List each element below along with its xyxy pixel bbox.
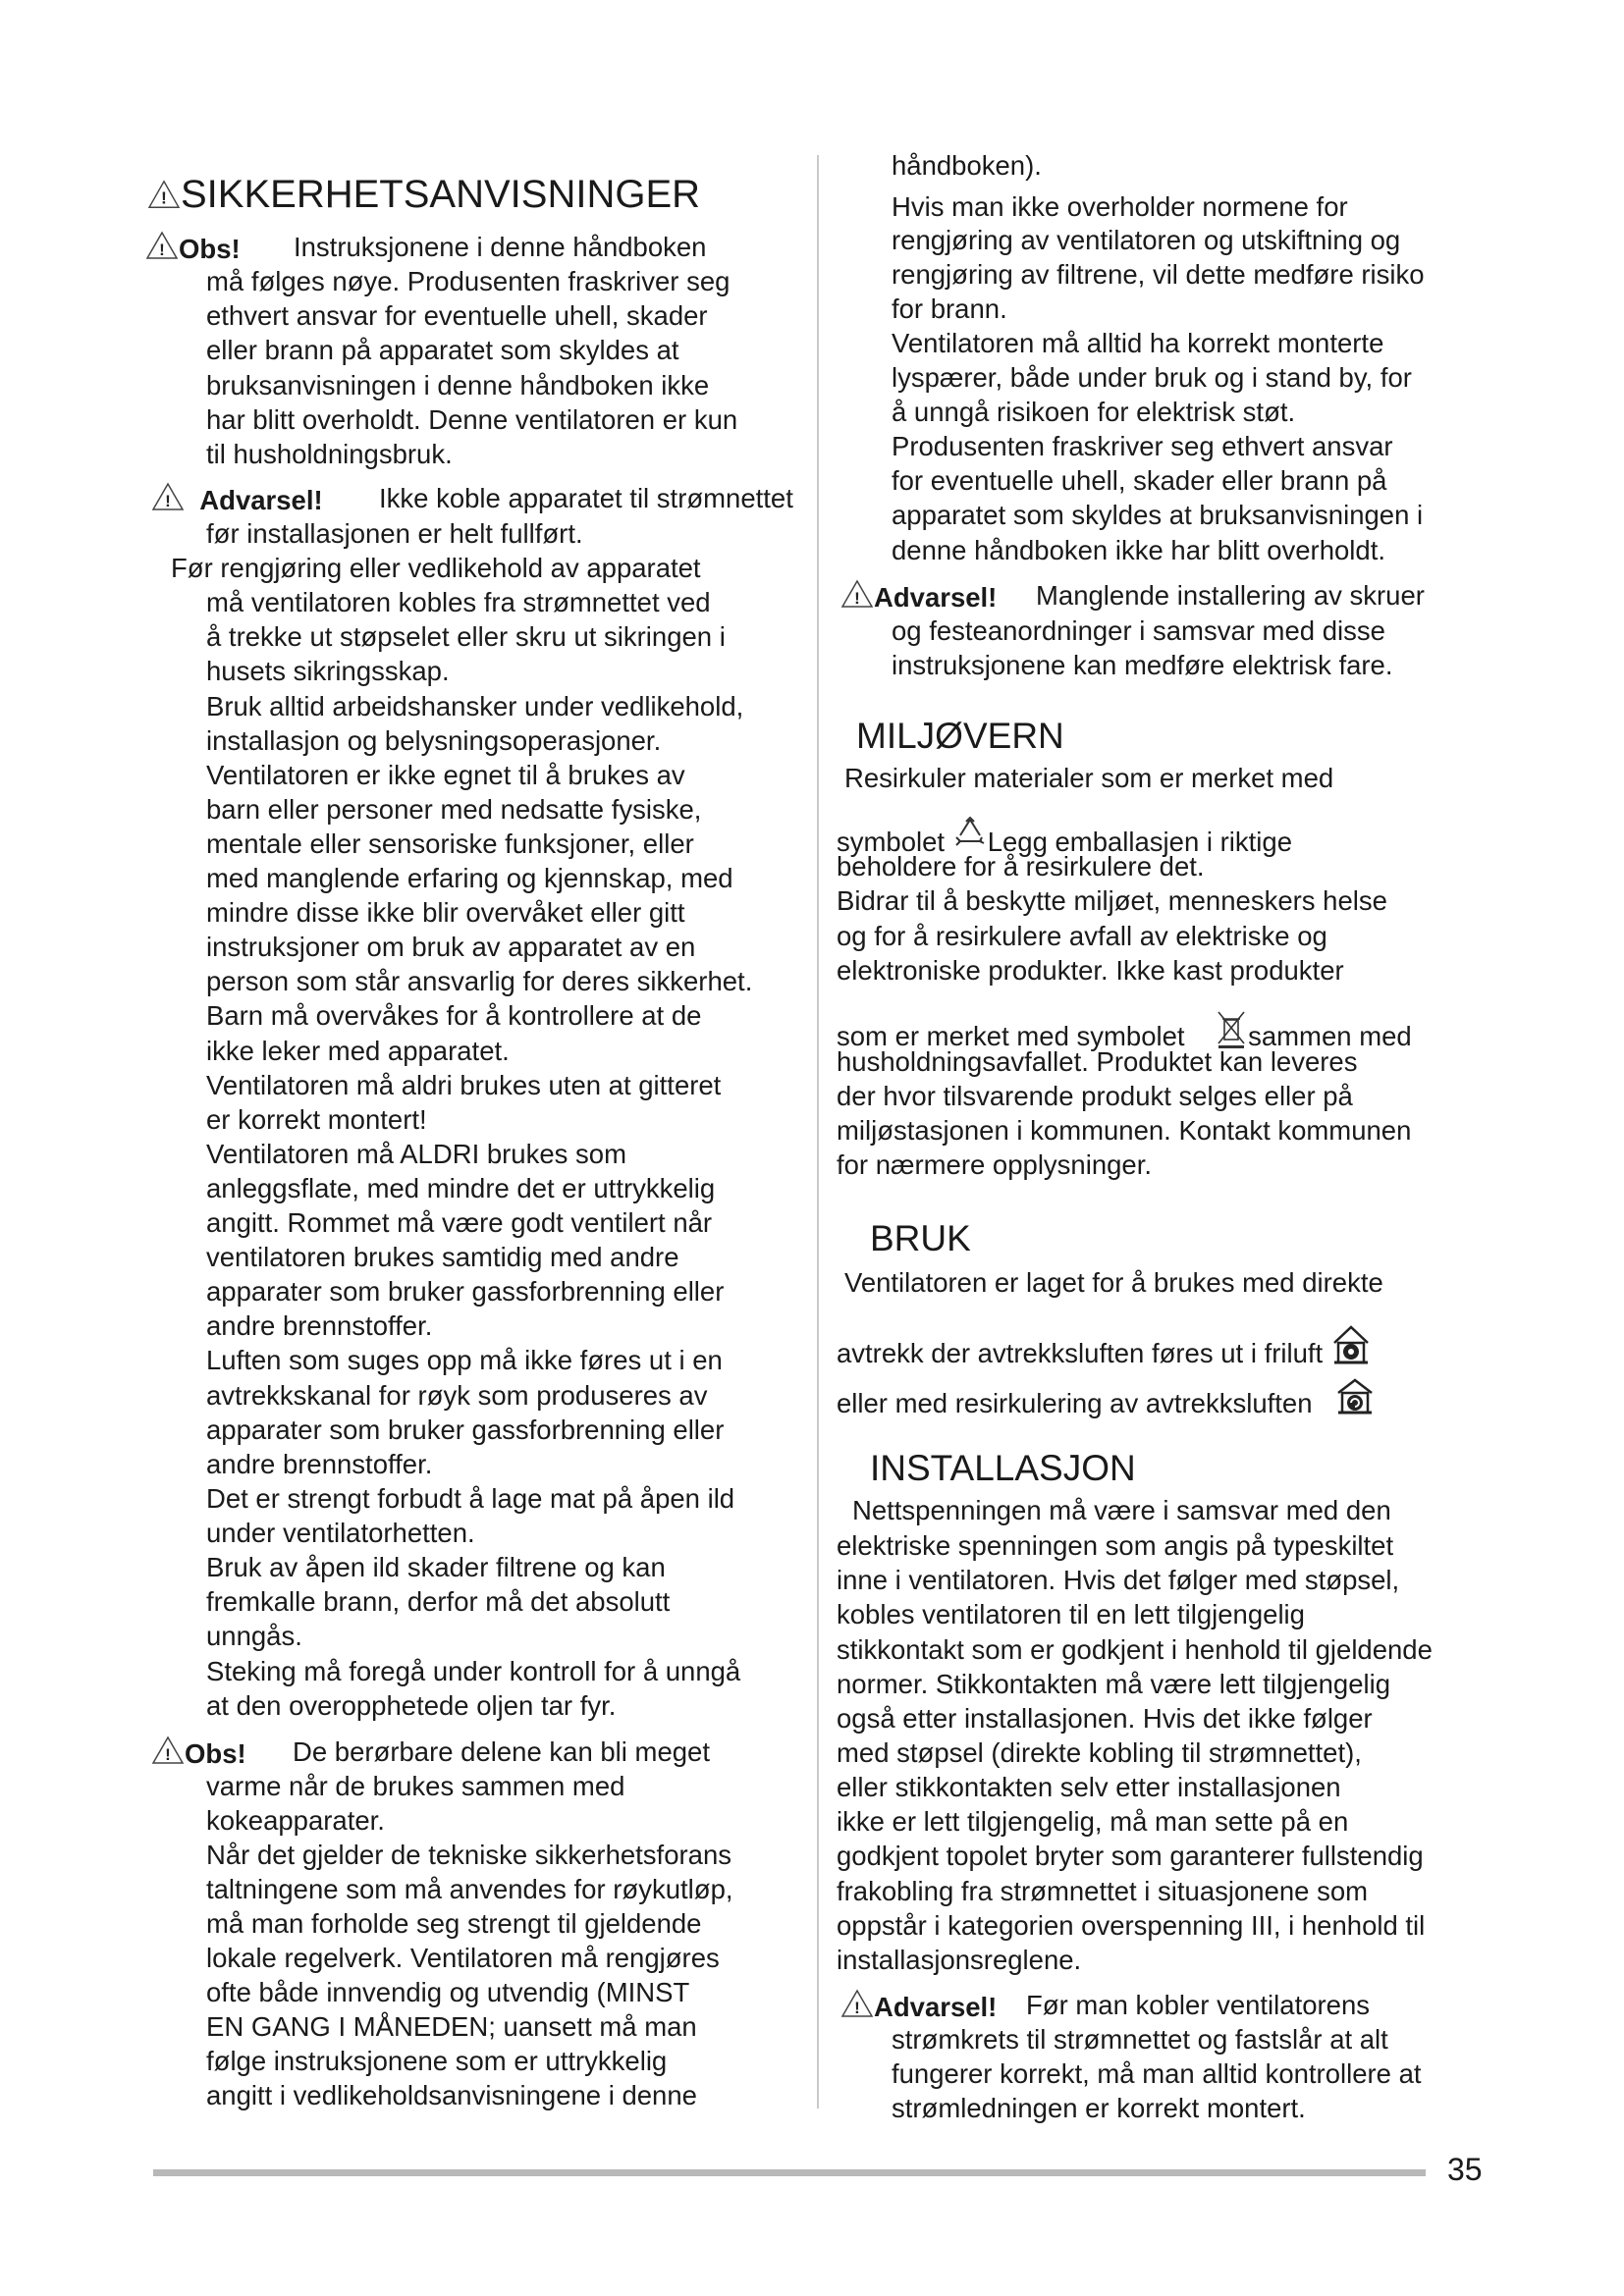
obs2-line-7: ofte både innvendig og utvendig (MINST — [206, 1977, 690, 2007]
warning-triangle-icon — [840, 579, 874, 609]
inst-line-4: stikkontakt som er godkjent i henhold til gjeldende — [837, 1634, 1433, 1665]
body-line-33: at den overopphetede oljen tar fyr. — [206, 1690, 617, 1721]
miljo-title: MILJØVERN — [856, 716, 1064, 756]
cont-line-3: rengjøring av filtrene, vil dette medføre risiko — [892, 259, 1425, 290]
advarsel1-label: Advarsel! — [199, 485, 323, 515]
obs1-heading — [145, 231, 241, 266]
crossed-bin-icon — [1215, 1008, 1248, 1049]
cont-line-11: denne håndboken ikke har blitt overholdt. — [892, 535, 1385, 565]
miljo-tail-2: miljøstasjonen i kommunen. Kontakt kommunen — [837, 1115, 1412, 1146]
obs2-line-9: følge instruksjonene som er uttrykkelig — [206, 2046, 668, 2076]
body-line-17: Ventilatoren må ALDRI brukes som — [206, 1139, 626, 1169]
inst-line-12: oppstår i kategorien overspenning III, i henhold til — [837, 1910, 1426, 1941]
inst-line-2: inne i ventilatoren. Hvis det følger med støpsel, — [837, 1565, 1400, 1595]
bruk-line-1 — [837, 1323, 1372, 1370]
column-divider — [817, 155, 819, 2109]
advarsel2-line-0: Manglende installering av skruer — [1036, 580, 1425, 611]
body-line-16: er korrekt montert! — [206, 1104, 427, 1135]
body-line-7: barn eller personer med nedsatte fysiske, — [206, 794, 702, 825]
advarsel3-line-0: Før man kobler ventilatorens — [1026, 1990, 1370, 2020]
svg-text:!: ! — [161, 187, 167, 208]
obs2-line-1: varme når de brukes sammen med — [206, 1771, 625, 1801]
obs1-line-5: har blitt overholdt. Denne ventilatoren er kun — [206, 404, 738, 435]
body-line-26: andre brennstoffer. — [206, 1449, 433, 1479]
warning-triangle-icon — [151, 1735, 185, 1765]
inst-line-6: også etter installasjonen. Hvis det ikke følger — [837, 1703, 1373, 1734]
svg-text:!: ! — [165, 1745, 171, 1764]
recirculation-icon — [1334, 1377, 1376, 1416]
obs1-line-3: eller brann på apparatet som skyldes at — [206, 335, 679, 365]
safety-title — [147, 172, 700, 217]
cont-line-6: lyspærer, både under bruk og i stand by, for — [892, 362, 1412, 393]
body-line-25: apparater som bruker gassforbrenning eller — [206, 1415, 725, 1445]
bruk-resirk-text: eller med resirkulering av avtrekksluften — [837, 1388, 1313, 1418]
cont-line-9: for eventuelle uhell, skader eller brann på — [892, 465, 1387, 496]
obs1-line-4: bruksanvisningen i denne håndboken ikke — [206, 370, 710, 400]
page-number: 35 — [1447, 2152, 1483, 2187]
cont-line-10: apparatet som skyldes at bruksanvisningen i — [892, 500, 1424, 530]
body-line-13: Barn må overvåkes for å kontrollere at de — [206, 1000, 702, 1031]
body-line-8: mentale eller sensoriske funksjoner, eller — [206, 828, 694, 859]
obs2-line-2: kokeapparater. — [206, 1805, 385, 1836]
warning-triangle-icon — [840, 1989, 874, 2018]
obs2-line-6: lokale regelverk. Ventilatoren må rengjøres — [206, 1943, 720, 1973]
footer-bar — [153, 2169, 1426, 2176]
body-line-11: instruksjoner om bruk av apparatet av en — [206, 932, 696, 962]
recycle-icon — [952, 816, 988, 855]
installasjon-title: INSTALLASJON — [870, 1448, 1136, 1488]
bruk-friluft-text: avtrekk der avtrekksluften føres ut i friluft — [837, 1338, 1324, 1368]
body-line-19: angitt. Rommet må være godt ventilert når — [206, 1207, 713, 1238]
body-line-28: under ventilatorhetten. — [206, 1518, 475, 1548]
obs2-line-10: angitt i vedlikeholdsanvisningene i denne — [206, 2080, 697, 2110]
obs2-line-5: må man forholde seg strengt til gjeldende — [206, 1908, 702, 1939]
body-line-10: mindre disse ikke blir overvåket eller gitt — [206, 897, 685, 928]
bruk-title: BRUK — [870, 1218, 971, 1258]
advarsel2-heading — [840, 579, 997, 614]
body-line-15: Ventilatoren må aldri brukes uten at gitteret — [206, 1070, 722, 1100]
miljo-line-0: Resirkuler materialer som er merket med — [844, 763, 1334, 793]
miljo-weee-text: som er merket med symbolet — [837, 1021, 1185, 1051]
obs1-line-0: Instruksjonene i denne håndboken — [294, 232, 707, 262]
obs2-line-0: De berørbare delene kan bli meget — [293, 1736, 710, 1767]
body-line-31: unngås. — [206, 1621, 302, 1651]
inst-line-3: kobles ventilatoren til en lett tilgjengelig — [837, 1599, 1305, 1629]
miljo-tail-0: husholdningsavfallet. Produktet kan leveres — [837, 1046, 1358, 1077]
bruk-line-2 — [837, 1377, 1376, 1420]
inst-line-5: normer. Stikkontakten må være lett tilgjengelig — [837, 1669, 1391, 1699]
advarsel2-label: Advarsel! — [874, 582, 998, 613]
miljo-sammen-text: sammen med — [1248, 1021, 1412, 1051]
advarsel2-line-2: instruksjonene kan medføre elektrisk fare. — [892, 650, 1393, 680]
advarsel1-line-1: før installasjonen er helt fullført. — [206, 518, 583, 549]
inst-line-9: ikke er lett tilgjengelig, må man sette på en — [837, 1806, 1349, 1837]
body-line-3: husets sikringsskap. — [206, 656, 450, 686]
bruk-line-0: Ventilatoren er laget for å brukes med direkte — [844, 1267, 1383, 1298]
inst-line-13: installasjonsreglene. — [837, 1945, 1082, 1975]
body-line-27: Det er strengt forbudt å lage mat på åpen ild — [206, 1483, 735, 1514]
cont-line-7: å unngå risikoen for elektrisk støt. — [892, 397, 1296, 427]
safety-title-text: SIKKERHETSANVISNINGER — [181, 173, 701, 216]
miljo-symbol-text: symbolet — [837, 827, 946, 857]
advarsel1-heading — [151, 482, 323, 517]
inst-line-11: frakobling fra strømnettet i situasjonene som — [837, 1876, 1369, 1906]
cont-line-8: Produsenten fraskriver seg ethvert ansvar — [892, 431, 1393, 461]
obs1-label: Obs! — [179, 234, 241, 264]
body-line-18: anleggsflate, med mindre det er uttrykkelig — [206, 1173, 716, 1203]
cont-line-0: håndboken). — [892, 150, 1042, 181]
body-line-21: apparater som bruker gassforbrenning eller — [206, 1276, 725, 1307]
obs1-line-6: til husholdningsbruk. — [206, 439, 453, 469]
body-line-24: avtrekkskanal for røyk som produseres av — [206, 1380, 708, 1411]
cont-line-5: Ventilatoren må alltid ha korrekt monterte — [892, 328, 1384, 358]
svg-text:!: ! — [854, 1999, 860, 2017]
advarsel3-line-2: fungerer korrekt, må man alltid kontrollere at — [892, 2058, 1422, 2089]
body-line-0: Før rengjøring eller vedlikehold av apparatet — [171, 553, 701, 583]
miljo-line-2: beholdere for å resirkulere det. — [837, 851, 1205, 881]
body-line-12: person som står ansvarlig for deres sikkerhet. — [206, 966, 753, 996]
warning-triangle-icon — [147, 180, 181, 209]
inst-line-10: godkjent topolet bryter som garanterer fullstendig — [837, 1841, 1424, 1871]
body-line-29: Bruk av åpen ild skader filtrene og kan — [206, 1552, 666, 1582]
obs2-heading — [151, 1735, 246, 1771]
advarsel3-label: Advarsel! — [874, 1992, 998, 2022]
advarsel3-line-3: strømledningen er korrekt montert. — [892, 2093, 1306, 2123]
inst-line-7: med støpsel (direkte kobling til strømnettet), — [837, 1737, 1362, 1768]
miljo-line-3: Bidrar til å beskytte miljøet, menneskers helse — [837, 885, 1387, 916]
miljo-legg-text: Legg emballasjen i riktige — [987, 827, 1293, 857]
body-line-4: Bruk alltid arbeidshansker under vedlikehold, — [206, 691, 744, 721]
body-line-22: andre brennstoffer. — [206, 1310, 433, 1341]
obs1-line-2: ethvert ansvar for eventuelle uhell, skader — [206, 300, 708, 331]
cont-line-1: Hvis man ikke overholder normene for — [892, 191, 1348, 222]
body-line-23: Luften som suges opp må ikke føres ut i en — [206, 1345, 723, 1375]
body-line-14: ikke leker med apparatet. — [206, 1036, 510, 1066]
exhaust-outside-icon — [1330, 1323, 1372, 1366]
body-line-1: må ventilatoren kobles fra strømnettet ved — [206, 587, 711, 617]
advarsel3-heading — [840, 1989, 997, 2024]
inst-line-8: eller stikkontakten selv etter installasjonen — [837, 1772, 1341, 1802]
cont-line-2: rengjøring av ventilatoren og utskiftning og — [892, 225, 1401, 255]
obs2-label: Obs! — [185, 1738, 246, 1769]
miljo-tail-3: for nærmere opplysninger. — [837, 1149, 1152, 1180]
cont-line-4: for brann. — [892, 294, 1007, 324]
advarsel1-line-0: Ikke koble apparatet til strømnettet — [379, 483, 793, 513]
svg-text:!: ! — [854, 589, 860, 608]
miljo-tail-1: der hvor tilsvarende produkt selges eller på — [837, 1081, 1353, 1111]
body-line-2: å trekke ut støpselet eller skru ut sikringen i — [206, 621, 726, 652]
miljo-line-5: elektroniske produkter. Ikke kast produkter — [837, 955, 1344, 986]
obs2-line-4: taltningene som må anvendes for røykutløp, — [206, 1874, 733, 1904]
body-line-30: fremkalle brann, derfor må det absolutt — [206, 1586, 671, 1617]
obs1-line-1: må følges nøye. Produsenten fraskriver seg — [206, 266, 731, 296]
inst-line-0: Nettspenningen må være i samsvar med den — [852, 1495, 1391, 1525]
body-line-20: ventilatoren brukes samtidig med andre — [206, 1242, 679, 1272]
miljo-line-4: og for å resirkulere avfall av elektriske og — [837, 921, 1327, 951]
warning-triangle-icon — [151, 482, 185, 511]
obs2-line-8: EN GANG I MÅNEDEN; uansett må man — [206, 2011, 697, 2042]
obs2-line-3: Når det gjelder de tekniske sikkerhetsforans — [206, 1840, 731, 1870]
inst-line-1: elektriske spenningen som angis på typeskiltet — [837, 1530, 1394, 1561]
warning-triangle-icon — [145, 231, 179, 260]
body-line-32: Steking må foregå under kontroll for å unngå — [206, 1656, 741, 1686]
body-line-9: med manglende erfaring og kjennskap, med — [206, 863, 733, 893]
body-line-6: Ventilatoren er ikke egnet til å brukes av — [206, 760, 685, 790]
svg-text:!: ! — [165, 492, 171, 510]
advarsel3-line-1: strømkrets til strømnettet og fastslår at alt — [892, 2024, 1388, 2055]
svg-text:!: ! — [159, 240, 165, 259]
advarsel2-line-1: og festeanordninger i samsvar med disse — [892, 615, 1385, 646]
body-line-5: installasjon og belysningsoperasjoner. — [206, 725, 662, 756]
